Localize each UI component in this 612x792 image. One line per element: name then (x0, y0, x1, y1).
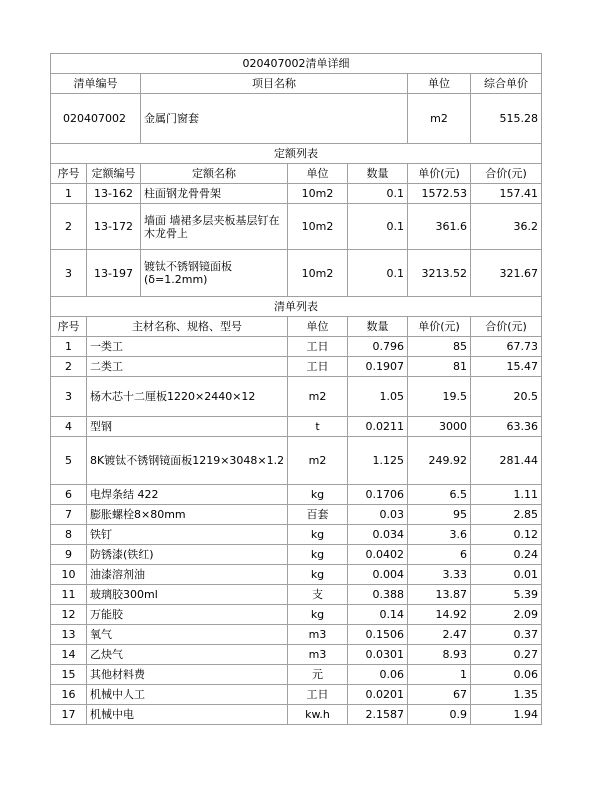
material-name: 万能胶 (87, 605, 288, 625)
material-qty: 0.034 (348, 525, 408, 545)
material-qty: 2.1587 (348, 705, 408, 725)
summary-header-price: 综合单价 (471, 74, 542, 94)
materials-header-no: 序号 (51, 317, 87, 337)
material-price: 13.87 (408, 585, 471, 605)
material-total: 1.35 (471, 685, 542, 705)
quota-title-row (51, 144, 542, 164)
material-price: 67 (408, 685, 471, 705)
material-no: 8 (51, 525, 87, 545)
material-unit: kg (288, 605, 348, 625)
quota-qty: 0.1 (348, 250, 408, 297)
material-row (51, 565, 542, 585)
quota-section-title: 定额列表 (51, 144, 542, 164)
material-name: 玻璃胶300ml (87, 585, 288, 605)
material-total: 1.11 (471, 485, 542, 505)
material-total: 2.09 (471, 605, 542, 625)
material-unit: m2 (288, 437, 348, 485)
material-total: 67.73 (471, 337, 542, 357)
quota-name: 柱面钢龙骨骨架 (141, 184, 288, 204)
material-name: 电焊条结 422 (87, 485, 288, 505)
material-row (51, 665, 542, 685)
material-total: 0.06 (471, 665, 542, 685)
quota-name: 墙面 墙裙多层夹板基层钉在木龙骨上 (141, 204, 288, 250)
material-qty: 0.1907 (348, 357, 408, 377)
quota-name: 镀钛不锈钢镜面板(δ=1.2mm) (141, 250, 288, 297)
material-no: 1 (51, 337, 87, 357)
material-row (51, 625, 542, 645)
material-name: 乙炔气 (87, 645, 288, 665)
quota-code: 13-197 (87, 250, 141, 297)
material-row (51, 605, 542, 625)
material-unit: 支 (288, 585, 348, 605)
material-no: 10 (51, 565, 87, 585)
material-name: 二类工 (87, 357, 288, 377)
material-qty: 0.14 (348, 605, 408, 625)
quota-no: 3 (51, 250, 87, 297)
material-total: 1.94 (471, 705, 542, 725)
material-unit: kw.h (288, 705, 348, 725)
material-price: 3.33 (408, 565, 471, 585)
material-name: 防锈漆(铁红) (87, 545, 288, 565)
material-name: 膨胀螺栓8×80mm (87, 505, 288, 525)
quota-total: 36.2 (471, 204, 542, 250)
material-qty: 0.0201 (348, 685, 408, 705)
material-price: 14.92 (408, 605, 471, 625)
material-unit: 元 (288, 665, 348, 685)
material-price: 19.5 (408, 377, 471, 417)
material-no: 9 (51, 545, 87, 565)
material-no: 15 (51, 665, 87, 685)
quota-price: 3213.52 (408, 250, 471, 297)
material-price: 249.92 (408, 437, 471, 485)
material-no: 14 (51, 645, 87, 665)
material-total: 0.37 (471, 625, 542, 645)
quota-row (51, 204, 542, 250)
quota-header-name: 定额名称 (141, 164, 288, 184)
material-qty: 1.05 (348, 377, 408, 417)
quota-header-qty: 数量 (348, 164, 408, 184)
material-qty: 0.388 (348, 585, 408, 605)
material-unit: kg (288, 565, 348, 585)
materials-title-row (51, 297, 542, 317)
material-no: 7 (51, 505, 87, 525)
material-unit: kg (288, 545, 348, 565)
material-price: 95 (408, 505, 471, 525)
materials-header-price: 单价(元) (408, 317, 471, 337)
material-total: 281.44 (471, 437, 542, 485)
material-row (51, 337, 542, 357)
material-price: 6.5 (408, 485, 471, 505)
material-no: 11 (51, 585, 87, 605)
materials-header-unit: 单位 (288, 317, 348, 337)
quota-code: 13-162 (87, 184, 141, 204)
quota-unit: 10m2 (288, 204, 348, 250)
quota-no: 1 (51, 184, 87, 204)
material-name: 杨木芯十二厘板1220×2440×12 (87, 377, 288, 417)
material-qty: 0.0211 (348, 417, 408, 437)
material-price: 2.47 (408, 625, 471, 645)
quota-code: 13-172 (87, 204, 141, 250)
material-name: 铁钉 (87, 525, 288, 545)
material-no: 6 (51, 485, 87, 505)
material-row (51, 377, 542, 417)
quota-price: 361.6 (408, 204, 471, 250)
material-qty: 0.0301 (348, 645, 408, 665)
material-price: 85 (408, 337, 471, 357)
material-row (51, 705, 542, 725)
materials-header-total: 合价(元) (471, 317, 542, 337)
material-unit: kg (288, 525, 348, 545)
summary-header-code: 清单编号 (51, 74, 141, 94)
material-unit: m3 (288, 645, 348, 665)
table-title: 020407002清单详细 (51, 54, 542, 74)
materials-header-row (51, 317, 542, 337)
material-unit: 工日 (288, 337, 348, 357)
material-name: 其他材料费 (87, 665, 288, 685)
quota-header-code: 定额编号 (87, 164, 141, 184)
material-no: 13 (51, 625, 87, 645)
quota-price: 1572.53 (408, 184, 471, 204)
summary-row (51, 94, 542, 144)
quota-row (51, 250, 542, 297)
quota-total: 321.67 (471, 250, 542, 297)
summary-code: 020407002 (51, 94, 141, 144)
material-qty: 0.796 (348, 337, 408, 357)
material-name: 氧气 (87, 625, 288, 645)
material-row (51, 357, 542, 377)
material-unit: 百套 (288, 505, 348, 525)
materials-section-title: 清单列表 (51, 297, 542, 317)
material-row (51, 545, 542, 565)
materials-header-qty: 数量 (348, 317, 408, 337)
quota-header-price: 单价(元) (408, 164, 471, 184)
material-row (51, 685, 542, 705)
material-no: 5 (51, 437, 87, 485)
material-row (51, 505, 542, 525)
material-price: 0.9 (408, 705, 471, 725)
material-qty: 0.1506 (348, 625, 408, 645)
material-no: 3 (51, 377, 87, 417)
material-unit: 工日 (288, 357, 348, 377)
material-no: 4 (51, 417, 87, 437)
material-row (51, 585, 542, 605)
material-price: 81 (408, 357, 471, 377)
summary-header-unit: 单位 (408, 74, 471, 94)
quota-qty: 0.1 (348, 204, 408, 250)
quota-qty: 0.1 (348, 184, 408, 204)
material-price: 3000 (408, 417, 471, 437)
quota-header-no: 序号 (51, 164, 87, 184)
material-name: 机械中电 (87, 705, 288, 725)
title-row (51, 54, 542, 74)
material-unit: t (288, 417, 348, 437)
material-price: 8.93 (408, 645, 471, 665)
material-name: 油漆溶剂油 (87, 565, 288, 585)
material-qty: 0.03 (348, 505, 408, 525)
material-qty: 0.0402 (348, 545, 408, 565)
material-total: 63.36 (471, 417, 542, 437)
summary-name: 金属门窗套 (141, 94, 408, 144)
quota-unit: 10m2 (288, 184, 348, 204)
quota-header-total: 合价(元) (471, 164, 542, 184)
detail-table (50, 53, 542, 725)
material-total: 20.5 (471, 377, 542, 417)
material-qty: 0.004 (348, 565, 408, 585)
detail-table-body (51, 54, 542, 725)
material-total: 2.85 (471, 505, 542, 525)
material-total: 15.47 (471, 357, 542, 377)
material-total: 0.01 (471, 565, 542, 585)
material-name: 机械中人工 (87, 685, 288, 705)
material-price: 6 (408, 545, 471, 565)
material-qty: 0.1706 (348, 485, 408, 505)
material-row (51, 525, 542, 545)
material-total: 0.24 (471, 545, 542, 565)
material-unit: kg (288, 485, 348, 505)
summary-unit: m2 (408, 94, 471, 144)
summary-price: 515.28 (471, 94, 542, 144)
quota-no: 2 (51, 204, 87, 250)
material-row (51, 417, 542, 437)
material-unit: 工日 (288, 685, 348, 705)
materials-header-name: 主材名称、规格、型号 (87, 317, 288, 337)
material-name: 型钢 (87, 417, 288, 437)
material-unit: m3 (288, 625, 348, 645)
material-no: 2 (51, 357, 87, 377)
quota-header-row (51, 164, 542, 184)
material-total: 0.27 (471, 645, 542, 665)
quota-header-unit: 单位 (288, 164, 348, 184)
material-price: 1 (408, 665, 471, 685)
material-total: 5.39 (471, 585, 542, 605)
material-qty: 1.125 (348, 437, 408, 485)
material-no: 12 (51, 605, 87, 625)
material-row (51, 437, 542, 485)
material-row (51, 645, 542, 665)
quota-total: 157.41 (471, 184, 542, 204)
material-no: 16 (51, 685, 87, 705)
material-name: 一类工 (87, 337, 288, 357)
summary-header-row (51, 74, 542, 94)
material-name: 8K镀钛不锈钢镜面板1219×3048×1.2 (87, 437, 288, 485)
quota-unit: 10m2 (288, 250, 348, 297)
quota-row (51, 184, 542, 204)
material-row (51, 485, 542, 505)
summary-header-name: 项目名称 (141, 74, 408, 94)
material-unit: m2 (288, 377, 348, 417)
material-qty: 0.06 (348, 665, 408, 685)
material-no: 17 (51, 705, 87, 725)
material-total: 0.12 (471, 525, 542, 545)
material-price: 3.6 (408, 525, 471, 545)
